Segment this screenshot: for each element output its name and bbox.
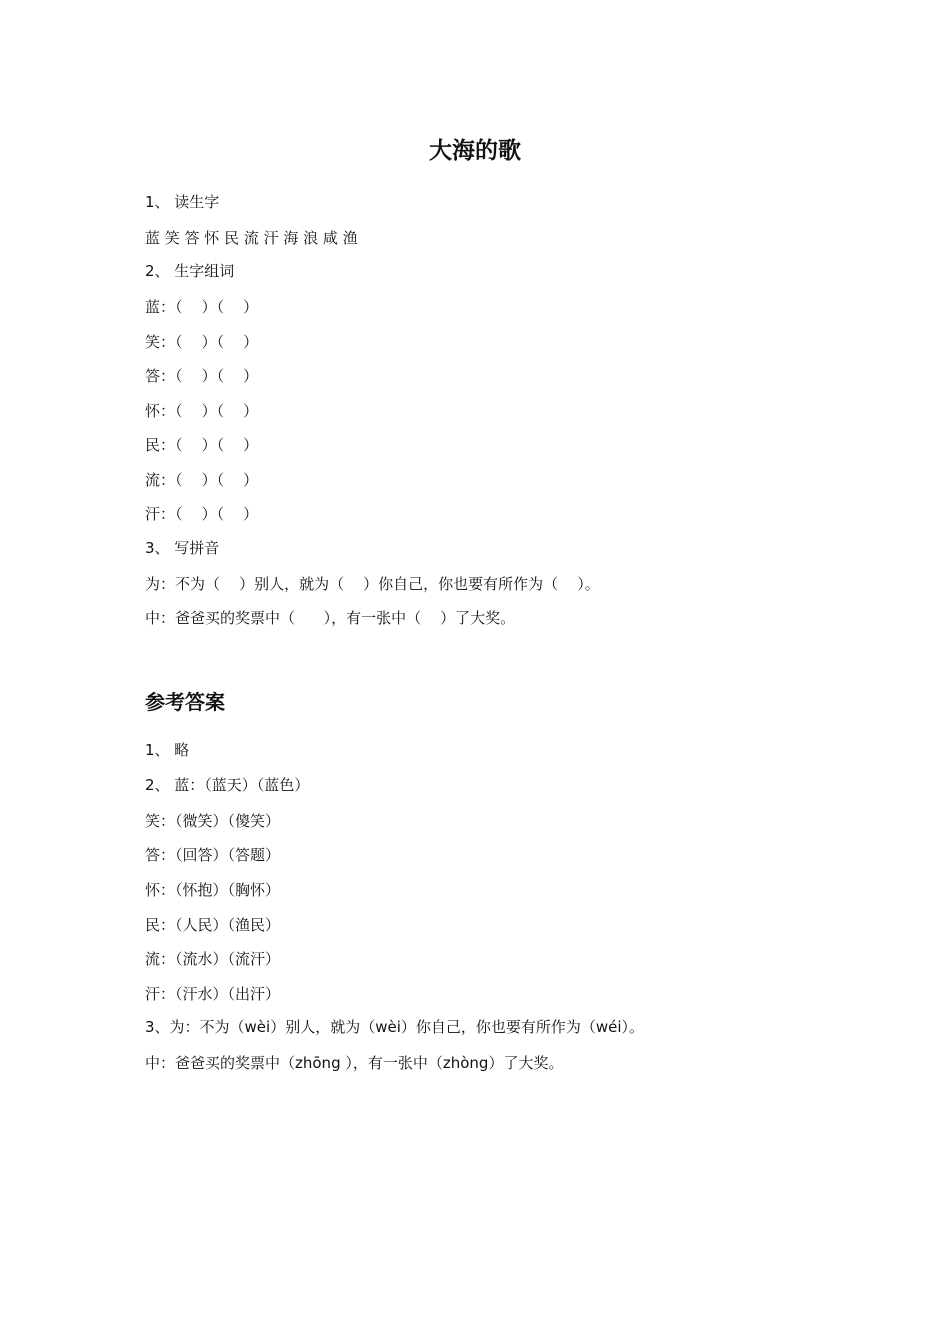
- answer-row: 民：（人民）（渔民）: [145, 916, 281, 934]
- word-group-row: 流：（ ）（ ）: [145, 471, 259, 489]
- word-group-row: 蓝：（ ）（ ）: [145, 298, 259, 316]
- question-1-heading: 1、 读生字: [145, 193, 220, 211]
- answer-row: 流：（流水）（流汗）: [145, 950, 281, 968]
- word-group-row: 民：（ ）（ ）: [145, 436, 259, 454]
- answer-row: 怀：（怀抱）（胸怀）: [145, 881, 281, 899]
- word-group-row: 怀：（ ）（ ）: [145, 402, 259, 420]
- answers-heading: 参考答案: [145, 690, 225, 714]
- answer-row: 3、为：不为（wèi）别人，就为（wèi）你自己，你也要有所作为（wéi）。: [145, 1018, 645, 1036]
- answer-row: 笑：（微笑）（傻笑）: [145, 812, 281, 830]
- answer-row: 中：爸爸买的奖票中（zhōng ），有一张中（zhòng）了大奖。: [145, 1054, 564, 1072]
- answer-row: 答：（回答）（答题）: [145, 846, 281, 864]
- word-group-row: 答：（ ）（ ）: [145, 367, 259, 385]
- question-1-characters: 蓝 笑 答 怀 民 流 汗 海 浪 咸 渔: [145, 229, 358, 247]
- word-group-row: 汗：（ ）（ ）: [145, 505, 259, 523]
- pinyin-row: 为：不为（ ）别人，就为（ ）你自己，你也要有所作为（ ）。: [145, 575, 600, 593]
- answer-row: 汗：（汗水）（出汗）: [145, 985, 281, 1003]
- question-3-heading: 3、 写拼音: [145, 539, 220, 557]
- document-title: 大海的歌: [429, 138, 521, 164]
- answer-row: 2、 蓝：（蓝天）（蓝色）: [145, 776, 310, 794]
- pinyin-row: 中：爸爸买的奖票中（ ），有一张中（ ）了大奖。: [145, 609, 516, 627]
- word-group-row: 笑：（ ）（ ）: [145, 333, 259, 351]
- answer-row: 1、 略: [145, 741, 190, 759]
- question-2-heading: 2、 生字组词: [145, 262, 235, 280]
